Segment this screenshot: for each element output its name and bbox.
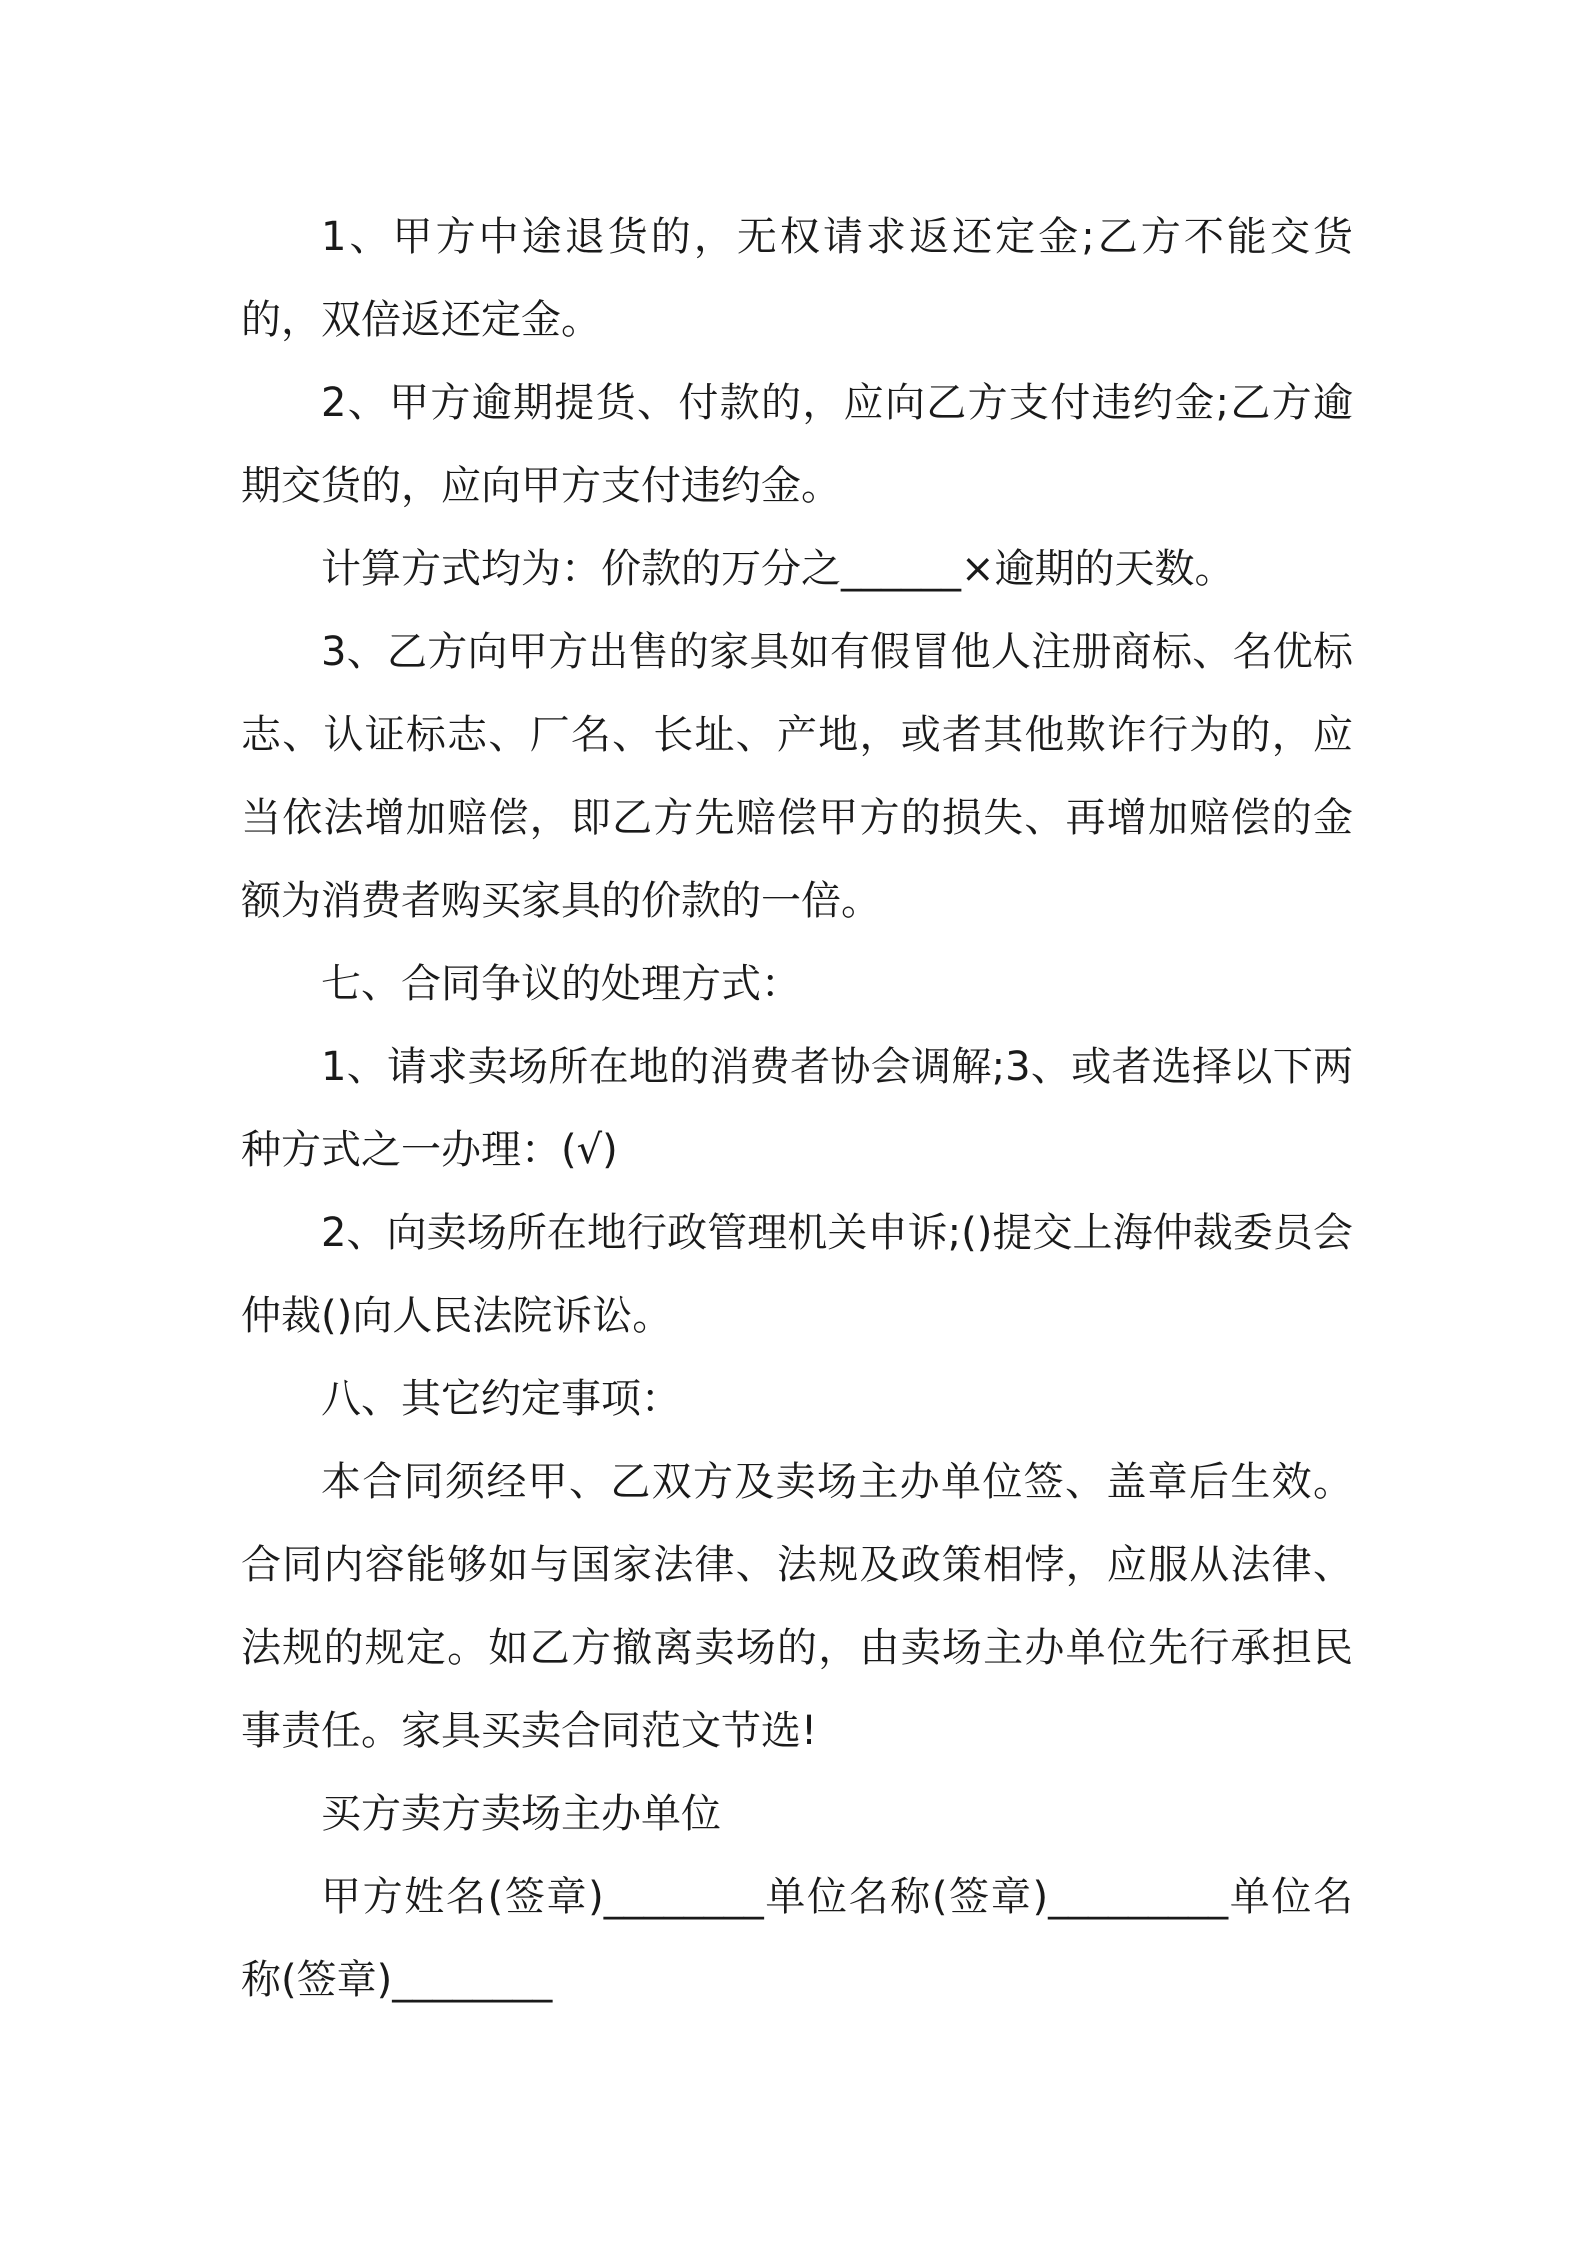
section-heading-dispute-resolution: 七、合同争议的处理方式：	[321, 961, 801, 1007]
clause-effectiveness: 本合同须经甲、乙双方及卖场主办单位签、盖章后生效。合同内容能够如与国家法律、法规及政策相悖，应服从法律、法规的规定。如乙方撤离卖场的，由卖场主办单位先行承担民事责任。家具买卖合同范文节选!	[241, 1459, 1353, 1754]
clause-fraud-compensation: 3、乙方向甲方出售的家具如有假冒他人注册商标、名优标志、认证标志、厂名、长址、产地，或者其他欺诈行为的，应当依法增加赔偿，即乙方先赔偿甲方的损失、再增加赔偿的金额为消费者购买家具的价款的一倍。	[241, 629, 1353, 924]
clause-dispute-mediation: 1、请求卖场所在地的消费者协会调解;3、或者选择以下两种方式之一办理：(√)	[241, 1044, 1353, 1173]
section-heading-other-terms: 八、其它约定事项：	[321, 1376, 681, 1422]
clause-penalty-calculation: 计算方式均为：价款的万分之______×逾期的天数。	[321, 546, 1235, 592]
signature-block	[241, 1773, 1353, 2022]
clause-dispute-options: 2、向卖场所在地行政管理机关申诉;()提交上海仲裁委员会仲裁()向人民法院诉讼。	[241, 1210, 1353, 1339]
document-body	[241, 196, 1353, 2022]
signature-lines: 甲方姓名(签章)________单位名称(签章)_________单位名称(签章)________	[241, 1874, 1353, 2003]
clause-late-penalty: 2、甲方逾期提货、付款的，应向乙方支付违约金;乙方逾期交货的，应向甲方支付违约金。	[241, 380, 1353, 509]
clause-deposit-refund: 1、甲方中途退货的，无权请求返还定金;乙方不能交货的，双倍返还定金。	[241, 214, 1353, 343]
signature-parties-heading: 买方卖方卖场主办单位	[321, 1791, 721, 1837]
